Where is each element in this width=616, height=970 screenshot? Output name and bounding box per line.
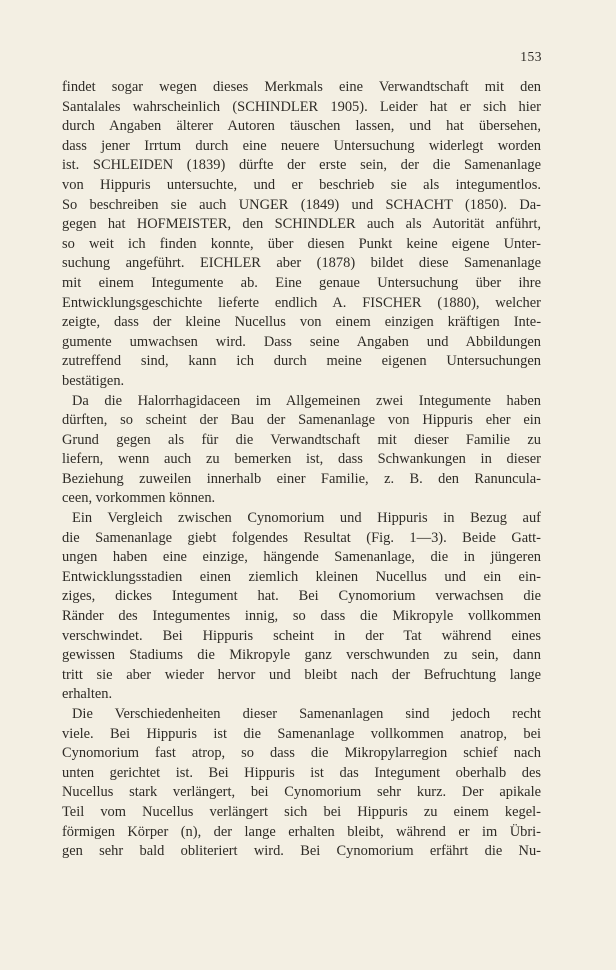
text-line: tritt sie aber wieder hervor und bleibt nach der Befruchtung lange — [62, 666, 541, 683]
text-line: bestätigen. — [62, 372, 125, 389]
text-line: ist. SCHLEIDEN (1839) dürfte der erste sein, der die Samenanlage — [62, 157, 541, 174]
text-line: suchung angeführt. EICHLER aber (1878) bildet diese Samenanlage — [62, 255, 541, 272]
text-line: So beschreiben sie auch UNGER (1849) und SCHACHT (1850). Da- — [62, 196, 541, 213]
text-line: dass jener Irrtum durch eine neuere Untersuchung widerlegt worden — [62, 137, 541, 154]
text-line: ziges, dickes Integument hat. Bei Cynomorium verwachsen die — [62, 588, 541, 605]
text-line: gen sehr bald obliteriert wird. Bei Cynomorium erfährt die Nu- — [62, 843, 541, 860]
text-line: findet sogar wegen dieses Merkmals eine Verwandtschaft mit den — [62, 79, 541, 95]
text-line: Grund gegen als für die Verwandtschaft mit dieser Familie zu — [62, 431, 541, 448]
text-line: Ränder des Integumentes innig, so dass die Mikropyle vollkommen — [62, 608, 541, 625]
text-line: durch Angaben älterer Autoren täuschen lassen, und hat übersehen, — [62, 118, 541, 135]
text-line: Entwicklungsstadien einen ziemlich kleinen Nucellus und ein ein- — [62, 568, 541, 585]
page-number: 153 — [520, 49, 542, 64]
text-line: gumente umwachsen wird. Dass seine Angaben und Abbildungen — [62, 333, 541, 350]
text-line: Teil vom Nucellus verlängert sich bei Hippuris zu einem kegel- — [62, 803, 541, 820]
text-line: verschwindet. Bei Hippuris scheint in der Tat während eines — [62, 627, 541, 644]
text-line: Santalales wahrscheinlich (SCHINDLER 1905). Leider hat er sich hier — [62, 98, 541, 115]
text-line: unten gerichtet ist. Bei Hippuris ist das Integument oberhalb des — [62, 764, 541, 781]
text-line: Entwicklungsgeschichte lieferte endlich A. FISCHER (1880), welcher — [62, 294, 541, 311]
text-line: Da die Halorrhagidaceen im Allgemeinen zwei Integumente haben — [72, 392, 541, 409]
text-line: erhalten. — [62, 686, 113, 703]
text-line: Die Verschiedenheiten dieser Samenanlagen sind jedoch recht — [72, 706, 541, 722]
text-line: gegen hat HOFMEISTER, den SCHINDLER auch als Autorität anführt, — [62, 216, 541, 233]
text-line: Cynomorium fast atrop, so dass die Mikropylarregion schief nach — [62, 745, 541, 762]
text-line: Beziehung zuweilen innerhalb einer Familie, z. B. den Ranuncula- — [62, 470, 541, 487]
text-line: die Samenanlage giebt folgendes Resultat (Fig. 1—3). Beide Gatt- — [62, 529, 541, 546]
text-line: liefern, wenn auch zu bemerken ist, dass Schwankungen in dieser — [62, 451, 541, 468]
text-line: Ein Vergleich zwischen Cynomorium und Hippuris in Bezug auf — [72, 510, 541, 527]
text-line: Nucellus stark verlängert, bei Cynomorium sehr kurz. Der apikale — [62, 784, 541, 801]
text-line: viele. Bei Hippuris ist die Samenanlage vollkommen anatrop, bei — [62, 725, 541, 742]
text-line: ceen, vorkommen können. — [62, 490, 216, 507]
text-line: dürften, so scheint der Bau der Samenanlage von Hippuris eher ein — [62, 412, 541, 429]
text-line: zeigte, dass der kleine Nucellus von einem einzigen kräftigen Inte- — [62, 314, 541, 331]
text-line: mit einem Integumente ab. Eine genaue Untersuchung über ihre — [62, 274, 541, 291]
text-line: förmigen Körper (n), der lange erhalten bleibt, während er im Übri- — [62, 823, 541, 840]
text-line: ungen haben eine einzige, hängende Samenanlage, die in jüngeren — [62, 549, 541, 566]
text-line: gewissen Stadiums die Mikropyle ganz verschwunden zu sein, dann — [62, 647, 541, 664]
text-line: zutreffend sind, kann ich durch meine eigenen Untersuchungen — [62, 353, 541, 370]
text-line: so weit ich finden konnte, über diesen Punkt keine eigene Unter- — [62, 235, 541, 252]
text-line: von Hippuris untersuchte, und er beschrieb sie als integumentlos. — [62, 176, 541, 193]
body-text — [62, 78, 541, 862]
